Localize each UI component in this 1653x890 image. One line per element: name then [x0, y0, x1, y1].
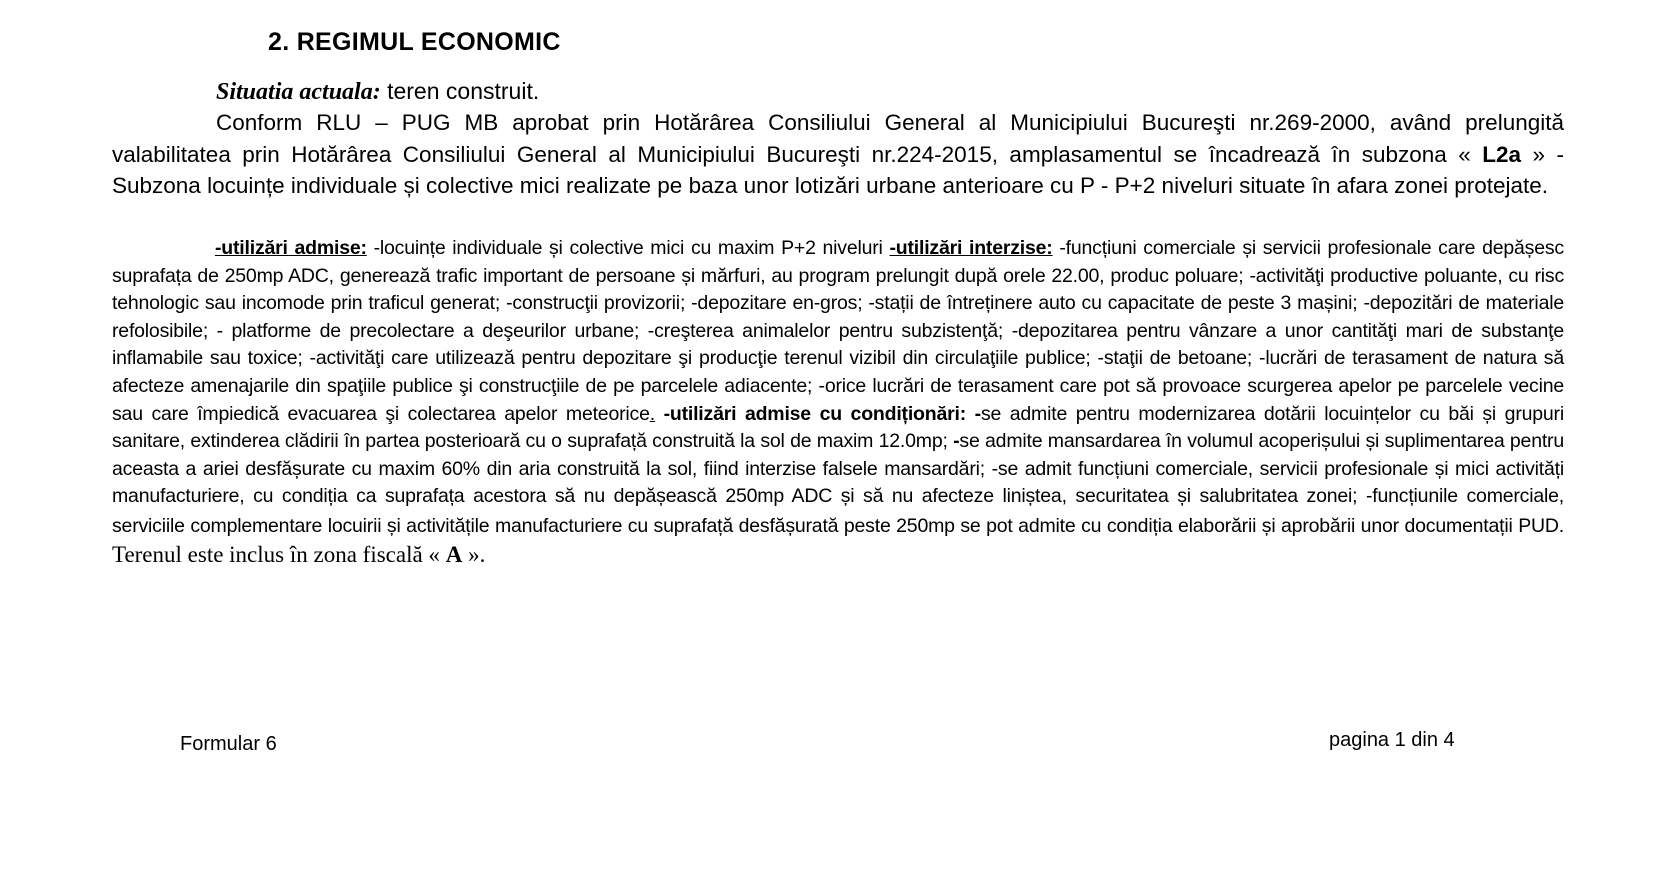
forbidden-uses-text: -funcțiuni comerciale și servicii profesionale care depășesc suprafața de 250mp ADC, generează trafic important de persoane și mărfuri, au program prelungit după orele 22.00, produc poluare; -activităţi productive poluante, cu risc tehnologic sau incomode prin traficul generat; -construcţii provizorii; -depozitare en-gros; -stații de întreținere auto cu capacitate de peste 3 mașini; -depozitări de materiale refolosibile; - platforme de precolectare a deşeurilor urbane; -creşterea animalelor pentru subzistenţă; -depozitarea pentru vânzare a unor cantităţi mari de substanţe inflamabile sau toxice; -activităţi care utilizează pentru depozitare şi producţie terenul vizibil din circulaţiile publice; -staţii de betoane; -lucrări de terasament de natura să afecteze amenajarile din spaţiile publice şi construcţiile de pe parcelele adiacente; -orice lucrări de terasament care pot să provoace scurgerea apelor pe parcelele vecine sau care împiedică evacuarea şi colectarea apelor meteorice	[112, 237, 1564, 425]
current-situation	[216, 78, 539, 106]
zone-code: L2a	[1482, 141, 1522, 167]
conditional-prefix-1: -	[966, 402, 981, 425]
fiscal-zone-code: A	[445, 541, 463, 567]
section-title: 2. REGIMUL ECONOMIC	[268, 28, 561, 56]
fiscal-zone-sentence	[112, 542, 485, 567]
fiscal-zone-text-after: ».	[462, 541, 486, 567]
forbidden-uses-label: -utilizări interzise:	[889, 237, 1053, 259]
forbidden-uses-end: .	[649, 402, 655, 425]
admitted-uses-text: -locuințe individuale și colective mici cu maxim P+2 niveluri	[366, 237, 890, 259]
fiscal-zone-text-before: Terenul este inclus în zona fiscală «	[112, 541, 446, 567]
uses-paragraph	[112, 235, 1564, 570]
zoning-text-after: » - Subzona locuințe individuale și colective mici realizate pe baza unor lotizări urbane anterioare cu P - P+2 niveluri situate în afara zonei protejate.	[112, 141, 1564, 198]
conditional-uses-label: -utilizări admise cu condiționări:	[654, 402, 967, 425]
current-situation-value: teren construit.	[380, 78, 540, 104]
admitted-uses-label: -utilizări admise:	[215, 237, 367, 259]
current-situation-label: Situatia actuala:	[216, 79, 381, 105]
zoning-paragraph	[112, 107, 1564, 202]
form-number-label: Formular 6	[180, 733, 277, 755]
conditional-prefix-2: -	[953, 430, 960, 453]
zoning-text-before: Conform RLU – PUG MB aprobat prin Hotărârea Consiliului General al Municipiului Bucureşti nr.269-2000, având prelungită valabilitatea prin Hotărârea Consiliului General al Municipiului Bucureşti nr.224-2015, amplasamentul se încadrează în subzona «	[112, 110, 1564, 167]
conditional-uses-text-1: se admite pentru modernizarea dotării locuințelor cu băi și grupuri sanitare, extinderea clădirii în partea posterioară cu o suprafață construită la sol de maxim 12.0mp;	[112, 402, 1564, 453]
conditional-uses-text-2: se admite mansardarea în volumul acoperișului și suplimentarea pentru aceasta a ariei desfășurate cu maxim 60% din aria construită la sol, fiind interzise falsele mansardări; -se admit funcțiuni comerciale, servicii profesionale și mici activități manufacturiere, cu condiția ca suprafața acestora să nu depășească 250mp ADC și să nu afecteze liniștea, securitatea și salubritatea zonei; -funcțiunile comerciale, serviciile complementare locuirii și activitățile manufacturiere cu suprafață desfășurată peste 250mp se pot admite cu condiția elaborării și aprobării unor documentații PUD.	[112, 430, 1564, 537]
page-number-label: pagina 1 din 4	[1329, 729, 1455, 751]
